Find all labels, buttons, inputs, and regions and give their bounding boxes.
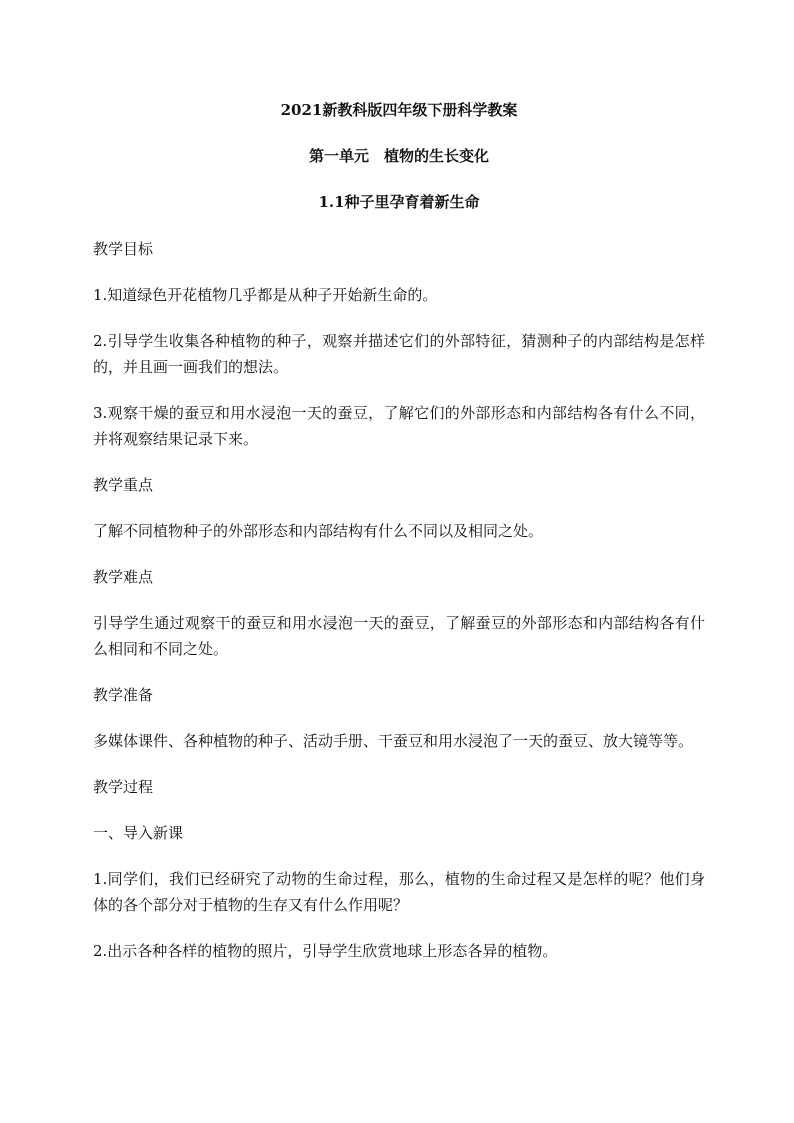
preparation-heading: 教学准备 bbox=[93, 686, 154, 704]
intro-item-1: 1.同学们，我们已经研究了动物的生命过程，那么，植物的生命过程又是怎样的呢？他们身体的各个部分对于植物的生存又有什么作用呢？ bbox=[93, 870, 705, 914]
objectives-heading: 教学目标 bbox=[93, 240, 154, 258]
preparation-text: 多媒体课件、各种植物的种子、活动手册、干蚕豆和用水浸泡了一天的蚕豆、放大镜等等。 bbox=[93, 732, 694, 750]
key-points-heading: 教学重点 bbox=[93, 476, 154, 494]
objective-3: 3.观察干燥的蚕豆和用水浸泡一天的蚕豆，了解它们的外部形态和内部结构各有什么不同，并将观察结果记录下来。 bbox=[93, 404, 705, 448]
intro-item-2: 2.出示各种各样的植物的照片，引导学生欣赏地球上形态各异的植物。 bbox=[93, 942, 558, 960]
key-points-text: 了解不同植物种子的外部形态和内部结构有什么不同以及相同之处。 bbox=[93, 522, 544, 540]
process-heading: 教学过程 bbox=[93, 778, 154, 796]
difficulties-text: 引导学生通过观察干的蚕豆和用水浸泡一天的蚕豆，了解蚕豆的外部形态和内部结构各有什么相同和不同之处。 bbox=[93, 614, 705, 658]
document-content bbox=[93, 100, 705, 984]
document-title: 2021新教科版四年级下册科学教案 bbox=[280, 101, 518, 119]
difficulties-heading: 教学难点 bbox=[93, 568, 154, 586]
unit-title: 第一单元 植物的生长变化 bbox=[308, 147, 489, 165]
intro-heading: 一、导入新课 bbox=[93, 824, 184, 842]
objective-2: 2.引导学生收集各种植物的种子，观察并描述它们的外部特征，猜测种子的内部结构是怎样的，并且画一画我们的想法。 bbox=[93, 332, 705, 376]
objective-1: 1.知道绿色开花植物几乎都是从种子开始新生命的。 bbox=[93, 286, 438, 304]
lesson-title: 1.1种子里孕育着新生命 bbox=[318, 193, 480, 211]
